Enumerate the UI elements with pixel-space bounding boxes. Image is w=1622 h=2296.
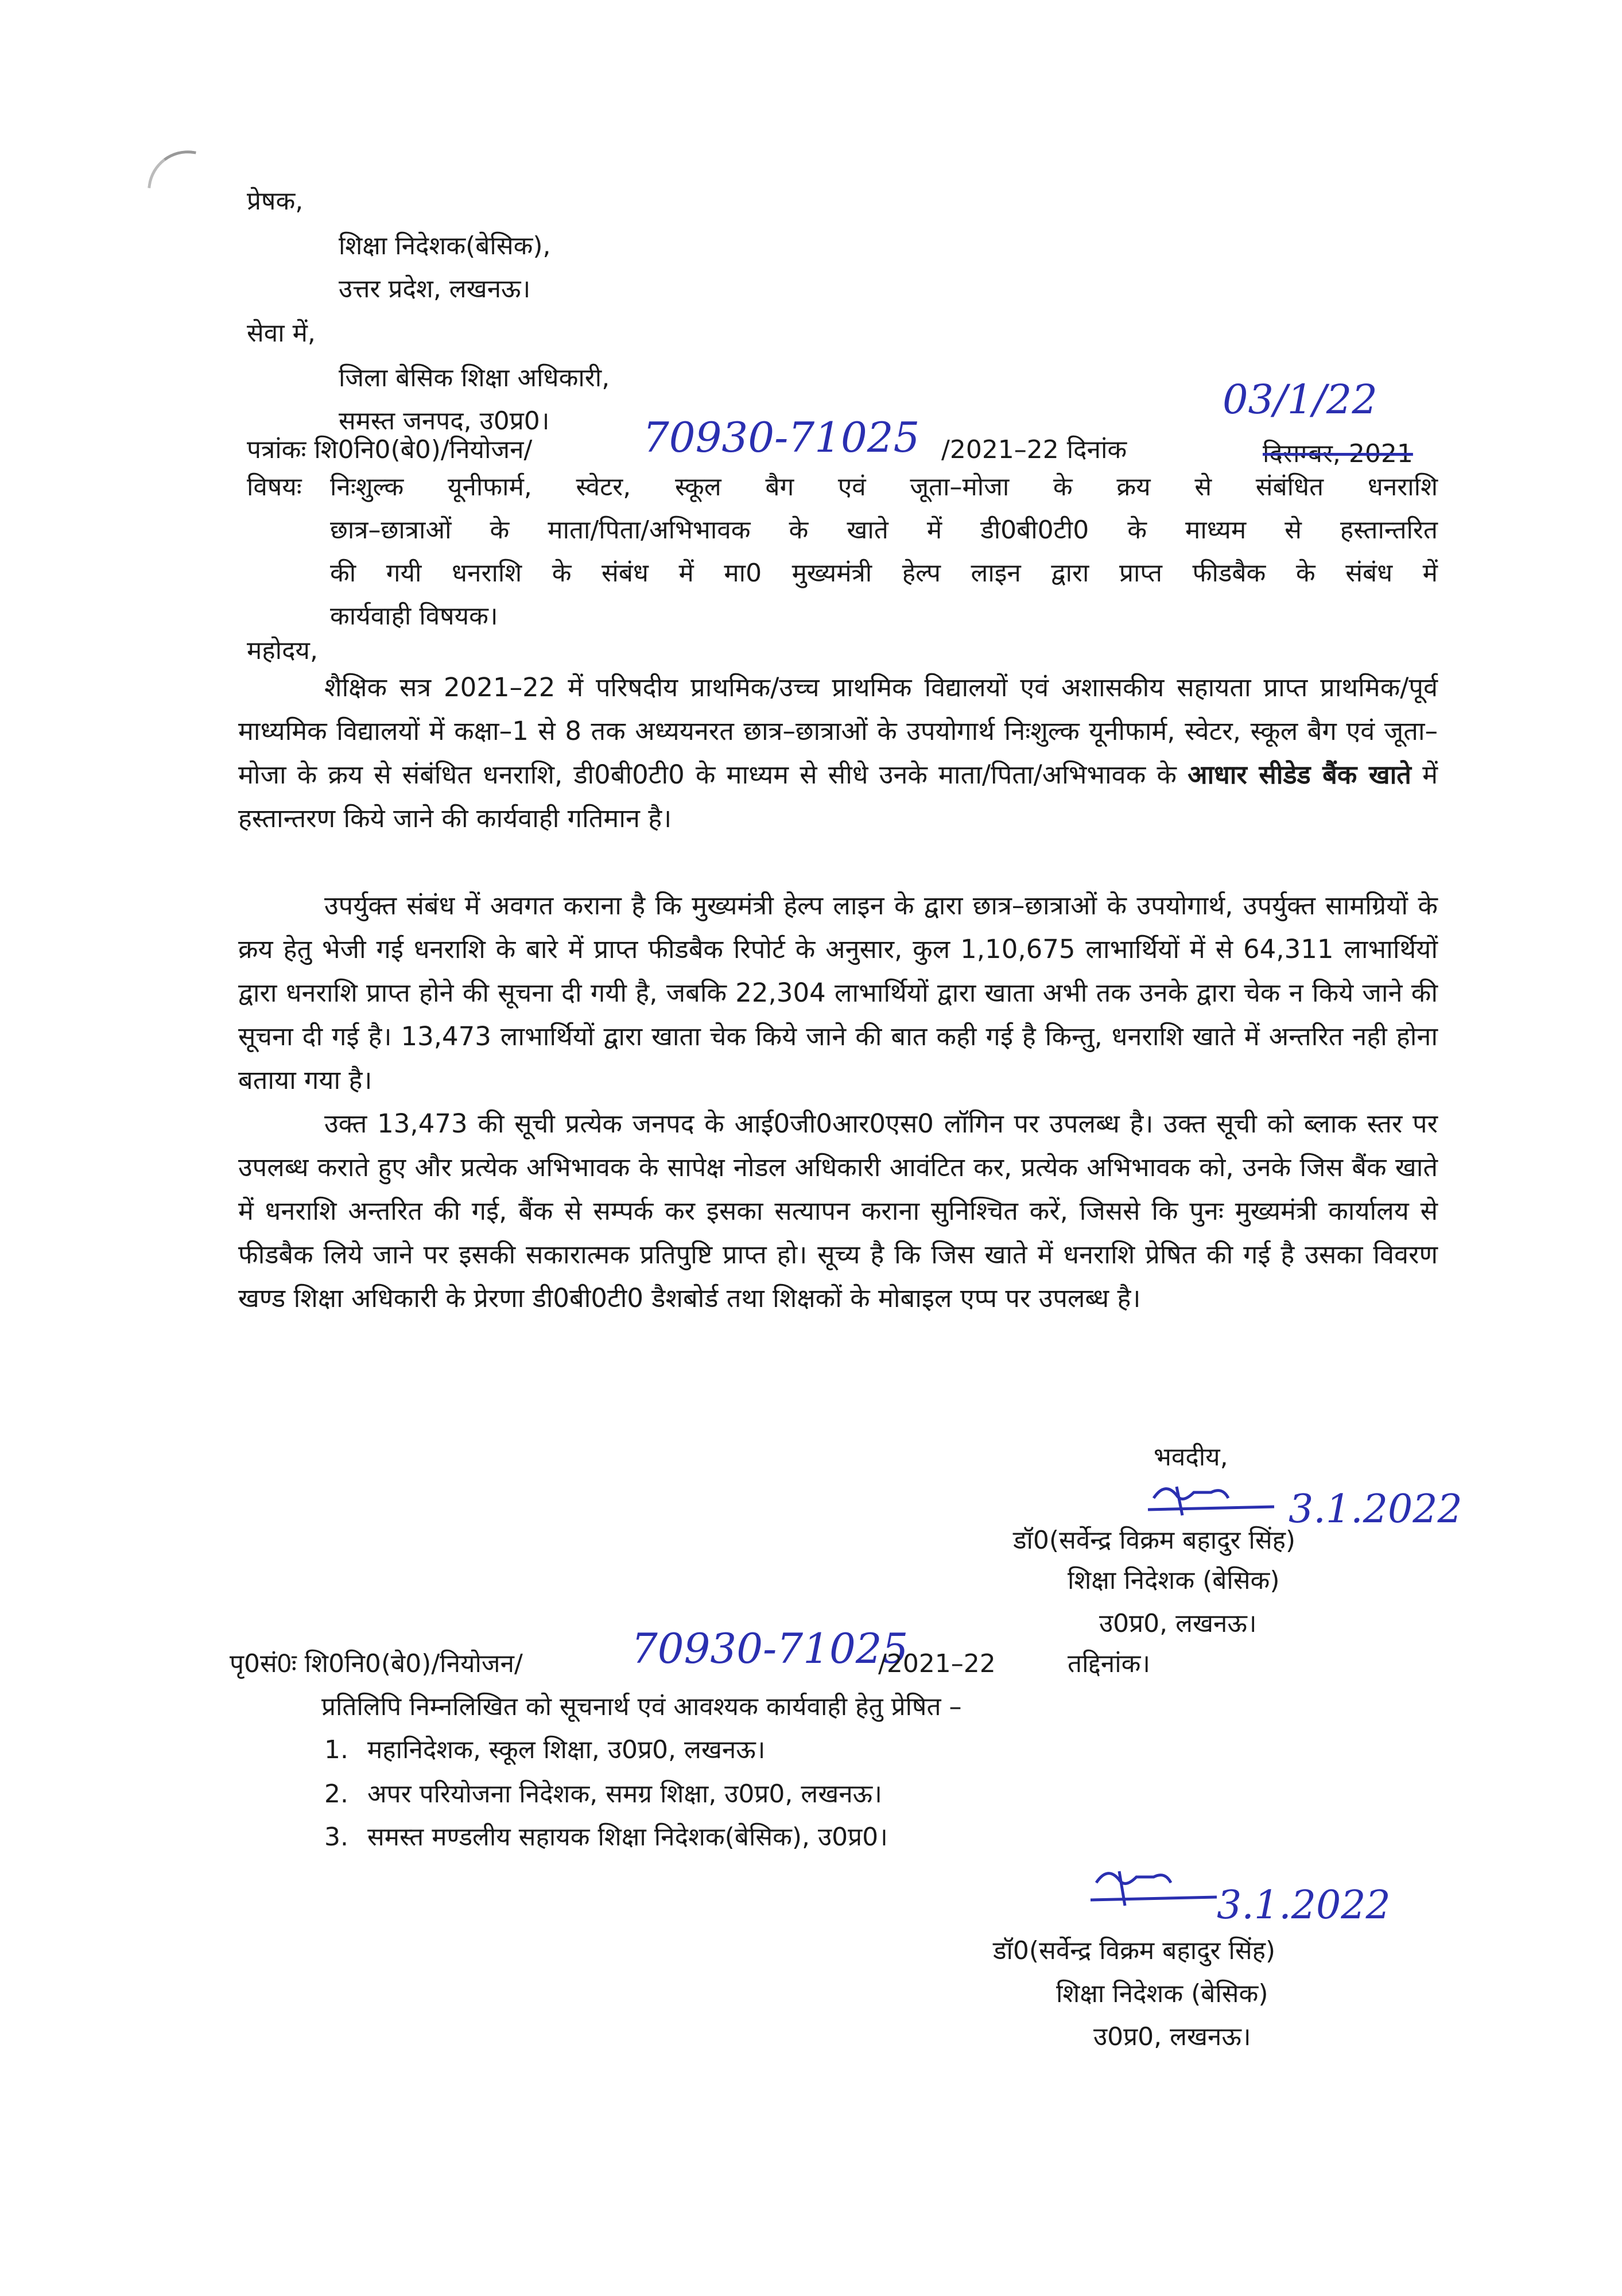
body-paragraph-1-end: में हस्तान्तरण किये जाने की कार्यवाही गतिमान है।	[238, 759, 1438, 833]
body-paragraph-3	[238, 1102, 1438, 1320]
struck-date: दिसम्बर, 2021	[1263, 439, 1413, 468]
subject-label: विषयः	[247, 472, 302, 502]
signature2-designation: शिक्षा निदेशक (बेसिक)	[1056, 1979, 1268, 2008]
list-item: 1. महानिदेशक, स्कूल शिक्षा, उ0प्र0, लखनऊ।	[324, 1735, 766, 1764]
body-paragraph-3-text: उक्त 13,473 की सूची प्रत्येक जनपद के आई0जी0आर0एस0 लॉगिन पर उपलब्ध है। उक्त सूची को ब्लाक स्तर पर उपलब्ध कराते हुए और प्रत्येक अभिभावक के सापेक्ष नोडल अधिकारी आवंटित कर, प्रत्येक अभिभावक को, उनके जिस बैंक खाते में धनराशि अन्तरित की गई, बैंक से सम्पर्क कर इसका सत्यापन कराना सुनिश्चित करें, जिससे कि पुनः मुख्यमंत्री कार्यालय से फीडबैक लिये जाने पर इसकी सकारात्मक प्रतिपुष्टि प्राप्त हो। सूच्य है कि जिस खाते में धनराशि प्रेषित की गई है उसका विवरण खण्ड शिक्षा अधिकारी के प्रेरणा डी0बी0टी0 डैशबोर्ड तथा शिक्षकों के मोबाइल एप्प पर उपलब्ध है।	[238, 1108, 1438, 1313]
signature2-handwritten-date: 3.1.2022	[1217, 1883, 1391, 1928]
endorsement-year: /2021–22	[878, 1649, 996, 1678]
recipient-line1: जिला बेसिक शिक्षा अधिकारी,	[339, 363, 610, 393]
signature1-location: उ0प्र0, लखनऊ।	[1099, 1609, 1257, 1638]
closing-text: भवदीय,	[1154, 1442, 1228, 1472]
signature1-name: डॉ0(सर्वेन्द्र विक्रम बहादुर सिंह)	[1013, 1526, 1296, 1555]
body-paragraph-2	[238, 884, 1438, 1102]
recipient-label: सेवा में,	[247, 319, 316, 348]
list-item: 3. समस्त मण्डलीय सहायक शिक्षा निदेशक(बेसिक), उ0प्र0।	[324, 1822, 888, 1852]
signature1-handwritten-date: 3.1.2022	[1289, 1487, 1462, 1532]
body-paragraph-1	[238, 666, 1438, 840]
subject-line2: छात्र–छात्राओं के माता/पिता/अभिभावक के खाते में डी0बी0टी0 के माध्यम से हस्तान्तरित	[330, 515, 1438, 545]
signature-scribble-2	[1085, 1860, 1223, 1917]
signature-scribble-1	[1142, 1475, 1280, 1527]
subject-line1: निःशुल्क यूनीफार्म, स्वेटर, स्कूल बैग एवं जूता–मोजा के क्रय से संबंधित धनराशि	[330, 472, 1438, 502]
sender-line1: शिक्षा निदेशक(बेसिक),	[339, 231, 551, 261]
signature2-name: डॉ0(सर्वेन्द्र विक्रम बहादुर सिंह)	[993, 1936, 1276, 1965]
sender-line2: उत्तर प्रदेश, लखनऊ।	[339, 274, 531, 304]
subject-line4: कार्यवाही विषयक।	[330, 602, 498, 631]
signature2-location: उ0प्र0, लखनऊ।	[1093, 2022, 1251, 2051]
endorsement-prefix: पृ0सं0ः शि0नि0(बे0)/नियोजन/	[230, 1649, 523, 1678]
endorsement-intro: प्रतिलिपि निम्नलिखित को सूचनार्थ एवं आवश्यक कार्यवाही हेतु प्रेषित –	[321, 1692, 962, 1721]
endorsement-handwritten-number: 70930-71025	[631, 1624, 909, 1673]
body-paragraph-1-start: शैक्षिक सत्र 2021–22 में परिषदीय प्राथमिक/उच्च प्राथमिक विद्यालयों एवं अशासकीय सहायता प्राप्त प्राथमिक/पूर्व माध्यमिक विद्यालयों में कक्षा–1 से 8 तक अध्ययनरत छात्र–छात्राओं के उपयोगार्थ निःशुल्क यूनीफार्म, स्वेटर, स्कूल बैग एवं जूता–मोजा के क्रय से संबंधित धनराशि, डी0बी0टी0 के माध्यम से सीधे उनके माता/पिता/अभिभावक के	[238, 672, 1438, 790]
handwritten-date: 03/1/22	[1223, 376, 1377, 423]
signature1-designation: शिक्षा निदेशक (बेसिक)	[1068, 1566, 1280, 1595]
reference-prefix: पत्रांकः शि0नि0(बे0)/नियोजन/	[247, 435, 533, 464]
endorsement-same-date: तद्दिनांक।	[1068, 1649, 1151, 1678]
body-paragraph-1-bold: आधार सीडेड बैंक खाते	[1188, 759, 1411, 790]
subject-line3: की गयी धनराशि के संबंध में मा0 मुख्यमंत्री हेल्प लाइन द्वारा प्राप्त फीडबैक के संबंध में	[330, 559, 1438, 588]
handwritten-reference-number: 70930-71025	[643, 413, 920, 461]
list-item: 2. अपर परियोजना निदेशक, समग्र शिक्षा, उ0प्र0, लखनऊ।	[324, 1779, 882, 1809]
scan-corner-mark	[148, 145, 196, 194]
sender-label: प्रेषक,	[247, 187, 304, 216]
salutation: महोदय,	[247, 636, 318, 665]
body-paragraph-2-text: उपर्युक्त संबंध में अवगत कराना है कि मुख्यमंत्री हेल्प लाइन के द्वारा छात्र–छात्राओं के उपयोगार्थ, उपर्युक्त सामग्रियों के क्रय हेतु भेजी गई धनराशि के बारे में प्राप्त फीडबैक रिपोर्ट के अनुसार, कुल 1,10,675 लाभार्थियों में से 64,311 लाभार्थियों द्वारा धनराशि प्राप्त होने की सूचना दी गयी है, जबकि 22,304 लाभार्थियों द्वारा खाता अभी तक उनके द्वारा चेक न किये जाने की सूचना दी गई है। 13,473 लाभार्थियों द्वारा खाता चेक किये जाने की बात कही गई है किन्तु, धनराशि खाते में अन्तरित नही होना बताया गया है।	[238, 890, 1438, 1095]
recipient-line2: समस्त जनपद, उ0प्र0।	[339, 406, 550, 436]
reference-year-date-label: /2021–22 दिनांक	[941, 435, 1127, 464]
